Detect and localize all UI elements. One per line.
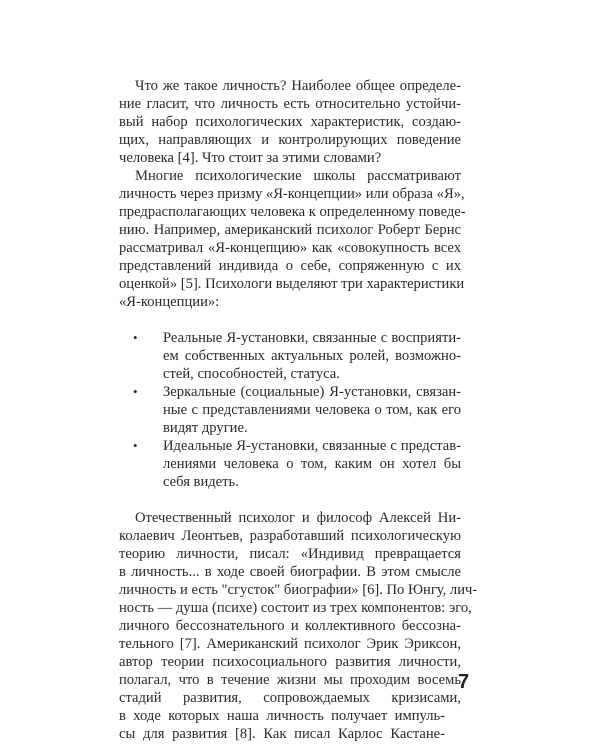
text-line: автор теории психосоциального развития личности, [119,654,461,670]
text-line: ние гласит, что личность есть относительно устойчи- [119,96,461,112]
text-line: Реальные Я-установки, связанные с восприяти- [163,330,461,346]
text-line: полагал, что в течение жизни мы проходим восемь [119,672,461,688]
bullet-marker: • [133,384,138,399]
text-line: личность через призму «Я-концепции» или образа «Я», [119,186,465,202]
text-line: человека [4]. Что стоит за этими словами? [119,150,382,166]
text-line: вый набор психологических характеристик, создаю- [119,114,461,130]
text-line: Отечественный психолог и философ Алексей Ни- [135,510,461,526]
text-line: щих, направляющих и контролирующих поведение [119,132,461,148]
text-line: стадий развития, сопровождаемых кризисами, [119,690,461,706]
text-line: теорию личности, писал: «Индивид превращается [119,546,461,562]
bullet-marker: • [133,438,138,453]
text-line: ность — душа (психе) состоит из трех компонентов: эго, [119,600,472,616]
text-line: предрасполагающих человека к определенному поведе- [119,204,466,220]
text-line: стей, способностей, статуса. [163,366,340,382]
text-line: рассматривал «Я-концепцию» как «совокупность всех [119,240,461,256]
text-line: в личность... в ходе своей биографии. В этом смысле [119,564,461,580]
text-line: Многие психологические школы рассматривают [135,168,461,184]
text-line: Идеальные Я-установки, связанные с представ- [163,438,461,454]
text-line: Зеркальные (социальные) Я-установки, связан- [163,384,461,400]
text-line: личность и есть "сгусток" биографии» [6]. По Юнгу, лич- [119,582,478,598]
text-line: нию. Например, американский психолог Роберт Бернс [119,222,461,238]
text-line: в ходе которых наша личность получает импуль- [119,708,445,724]
text-line: видят другие. [163,420,248,436]
text-line: Что же такое личность? Наиболее общее определе- [135,78,461,94]
text-line: себя видеть. [163,474,239,490]
bullet-marker: • [133,330,138,345]
text-line: ем собственных актуальных ролей, возможно- [163,348,461,364]
text-line: колаевич Леонтьев, разработавший психологическую [119,528,461,544]
text-line: тельного [7]. Американский психолог Эрик Эриксон, [119,636,461,652]
text-line: оценкой» [5]. Психологи выделяют три характеристики [119,276,465,292]
text-line: «Я-концепции»: [119,294,220,310]
page-number: 7 [458,671,470,693]
text-line: ные с представлениями человека о том, как его [163,402,461,418]
text-line: представлений индивида о себе, сопряженную с их [119,258,461,274]
text-line: лениями человека о том, каким он хотел бы [163,456,461,472]
text-line: сы для развития [8]. Как писал Карлос Кастане- [119,726,445,742]
text-line: личного бессознательного и коллективного бессозна- [119,618,461,634]
